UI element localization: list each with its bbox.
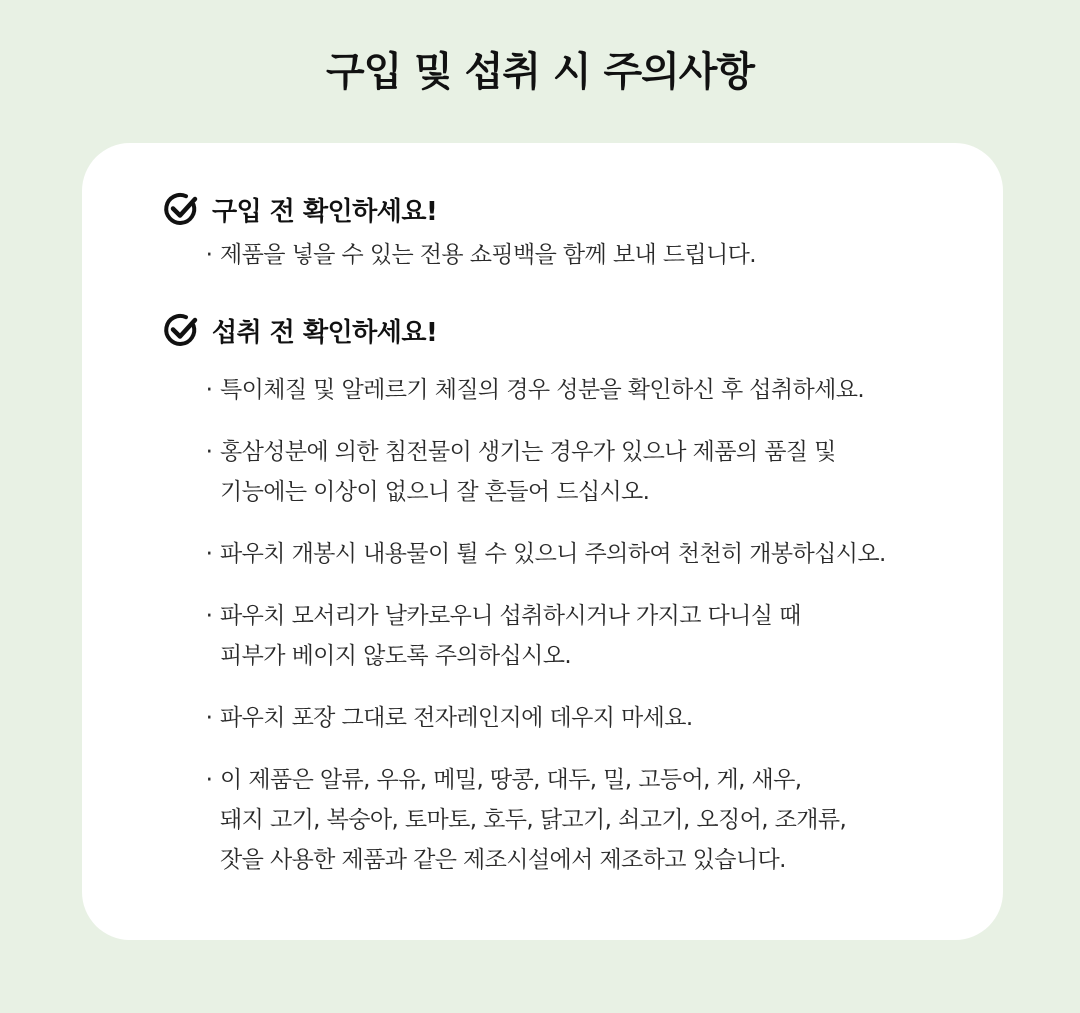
item-text: 이 제품은 알류, 우유, 메밀, 땅콩, 대두, 밀, 고등어, 게, 새우,	[220, 767, 802, 793]
section-before-purchase	[162, 187, 982, 275]
item-text: 기능에는 이상이 없으니 잘 흔들어 드십시오.	[220, 479, 650, 505]
item-text: 돼지 고기, 복숭아, 토마토, 호두, 닭고기, 쇠고기, 오징어, 조개류,	[220, 807, 847, 833]
check-circle-icon	[162, 311, 200, 349]
list-item	[162, 760, 982, 880]
notice-card	[82, 143, 1003, 940]
list-item	[162, 596, 982, 676]
bullet-mark: ·	[205, 541, 213, 567]
item-text: 파우치 모서리가 날카로우니 섭취하시거나 가지고 다니실 때	[220, 603, 801, 629]
item-list	[162, 370, 982, 880]
item-text: 파우치 포장 그대로 전자레인지에 데우지 마세요.	[220, 705, 693, 731]
list-item	[162, 235, 982, 275]
section-heading	[162, 187, 982, 231]
item-list	[162, 235, 982, 275]
item-text: 피부가 베이지 않도록 주의하십시오.	[220, 643, 572, 669]
bullet-mark: ·	[205, 242, 213, 268]
item-text: 제품을 넣을 수 있는 전용 쇼핑백을 함께 보내 드립니다.	[220, 242, 756, 268]
bullet-mark: ·	[205, 377, 213, 403]
list-item	[162, 370, 982, 410]
item-text: 특이체질 및 알레르기 체질의 경우 성분을 확인하신 후 섭취하세요.	[220, 377, 865, 403]
list-item	[162, 698, 982, 738]
bullet-mark: ·	[205, 767, 213, 793]
list-item	[162, 534, 982, 574]
section-title: 구입 전 확인하세요!	[212, 196, 438, 227]
item-text: 홍삼성분에 의한 침전물이 생기는 경우가 있으나 제품의 품질 및	[220, 439, 836, 465]
bullet-mark: ·	[205, 603, 213, 629]
item-text: 파우치 개봉시 내용물이 튈 수 있으니 주의하여 천천히 개봉하십시오.	[220, 541, 886, 567]
section-before-intake	[162, 308, 982, 880]
item-text: 잣을 사용한 제품과 같은 제조시설에서 제조하고 있습니다.	[220, 847, 786, 873]
bullet-mark: ·	[205, 705, 213, 731]
page-title: 구입 및 섭취 시 주의사항	[325, 49, 755, 95]
bullet-mark: ·	[205, 439, 213, 465]
section-title: 섭취 전 확인하세요!	[212, 317, 438, 348]
section-heading	[162, 308, 982, 352]
check-circle-icon	[162, 190, 200, 228]
list-item	[162, 432, 982, 512]
